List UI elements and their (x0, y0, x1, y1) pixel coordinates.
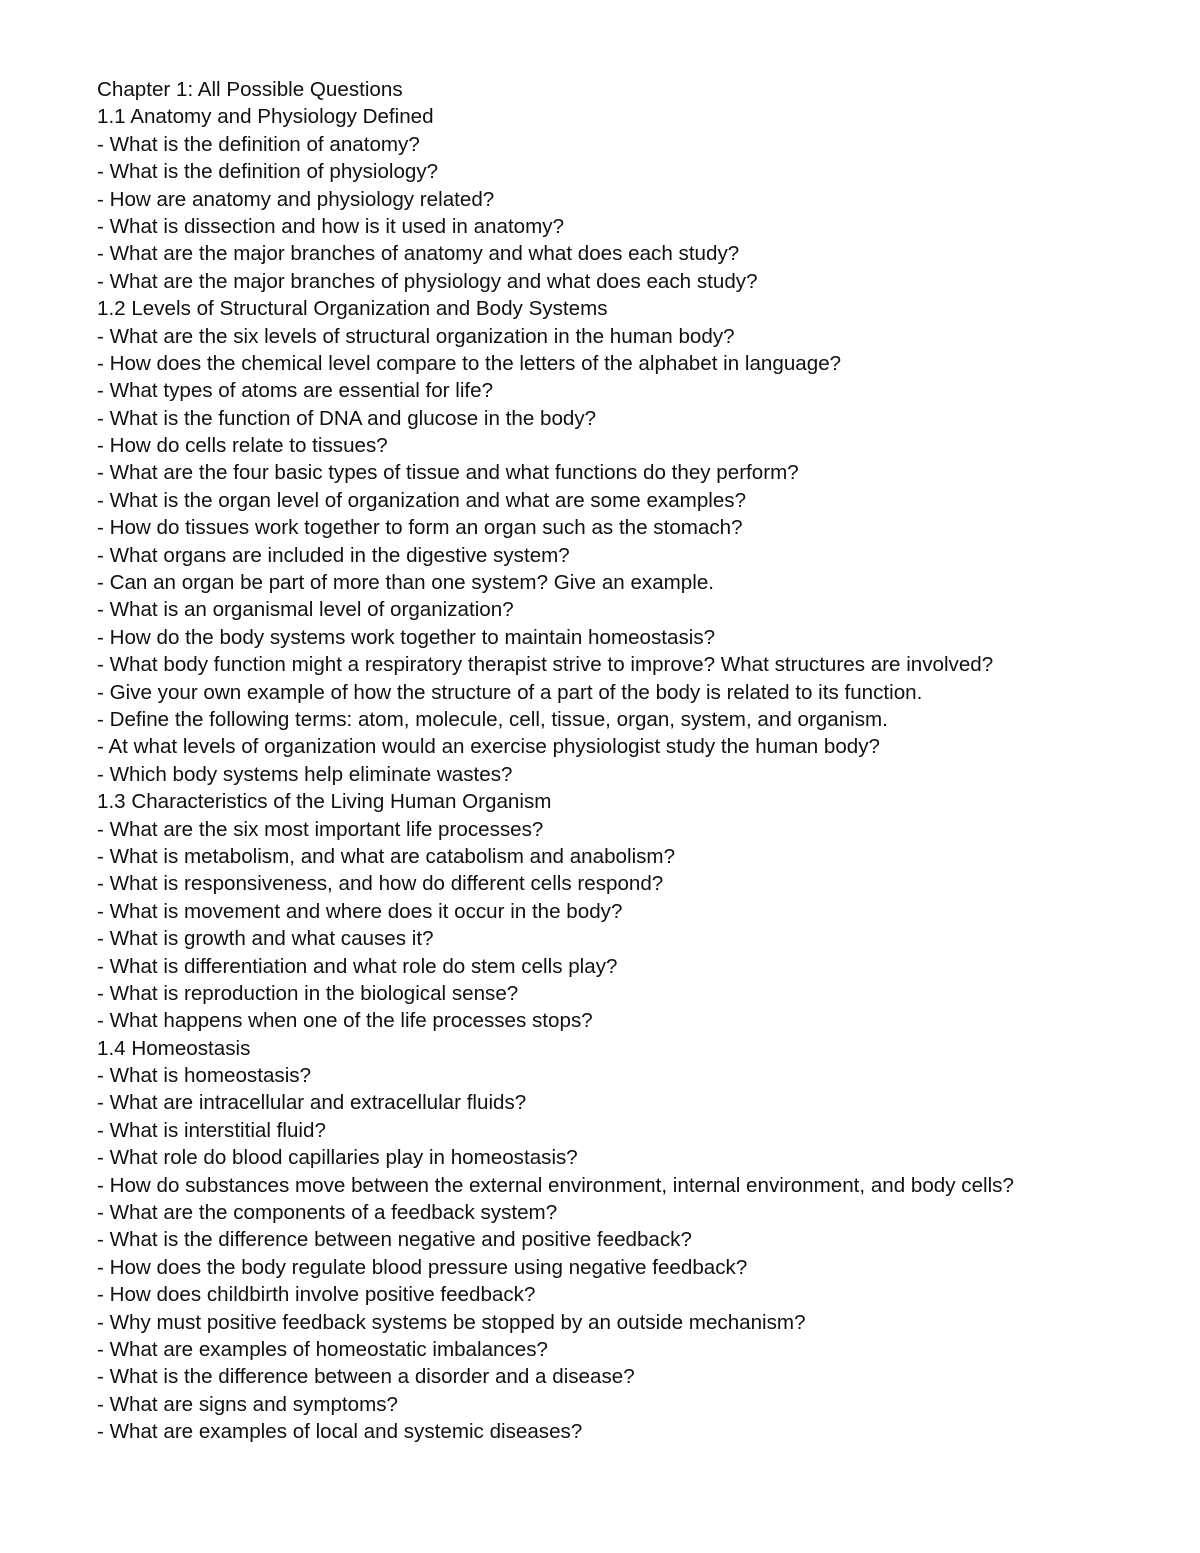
question-item: - What are the four basic types of tissue and what functions do they perform? (97, 461, 799, 485)
question-item: - How does the body regulate blood pressure using negative feedback? (97, 1255, 748, 1279)
question-item: - What is growth and what causes it? (97, 927, 434, 951)
question-item: - What is differentiation and what role do stem cells play? (97, 954, 618, 978)
question-item: - What is dissection and how is it used in anatomy? (97, 214, 565, 238)
question-item: - What happens when one of the life processes stops? (97, 1009, 593, 1033)
question-item: - Why must positive feedback systems be stopped by an outside mechanism? (97, 1310, 806, 1334)
question-item: - What role do blood capillaries play in homeostasis? (97, 1146, 578, 1170)
question-item: - How do tissues work together to form an organ such as the stomach? (97, 516, 743, 540)
question-item: - Define the following terms: atom, molecule, cell, tissue, organ, system, and organism. (97, 707, 888, 731)
question-item: - What is responsiveness, and how do different cells respond? (97, 872, 664, 896)
question-item: - What are examples of homeostatic imbalances? (97, 1337, 548, 1361)
question-item: - What is the difference between negative and positive feedback? (97, 1228, 692, 1252)
question-item: - What is movement and where does it occur in the body? (97, 899, 623, 923)
question-item: - What is reproduction in the biological sense? (97, 981, 519, 1005)
question-item: - What organs are included in the digestive system? (97, 543, 570, 567)
question-item: - How does the chemical level compare to the letters of the alphabet in language? (97, 351, 842, 375)
question-item: - What are signs and symptoms? (97, 1392, 399, 1416)
question-item: - What are the major branches of physiology and what does each study? (97, 269, 758, 293)
question-item: - Which body systems help eliminate wastes? (97, 762, 513, 786)
question-item: - What types of atoms are essential for life? (97, 379, 494, 403)
question-item: - Give your own example of how the structure of a part of the body is related to its function. (97, 680, 923, 704)
question-item: - What body function might a respiratory therapist strive to improve? What structures are involved? (97, 653, 994, 677)
question-item: - What are the six most important life processes? (97, 817, 544, 841)
question-item: - How do cells relate to tissues? (97, 434, 388, 458)
question-item: - What are intracellular and extracellular fluids? (97, 1091, 527, 1115)
section-heading: 1.3 Characteristics of the Living Human Organism (97, 790, 552, 814)
question-item: - What are the major branches of anatomy and what does each study? (97, 242, 740, 266)
section-heading: 1.1 Anatomy and Physiology Defined (97, 105, 434, 129)
question-item: - What is homeostasis? (97, 1064, 312, 1088)
question-item: - What is the function of DNA and glucose in the body? (97, 406, 597, 430)
question-item: - What is an organismal level of organization? (97, 598, 514, 622)
question-item: - What are the components of a feedback system? (97, 1201, 558, 1225)
question-item: - How are anatomy and physiology related? (97, 187, 495, 211)
section-heading: 1.2 Levels of Structural Organization and Body Systems (97, 297, 608, 321)
question-item: - What is the definition of physiology? (97, 160, 439, 184)
question-item: - What is the definition of anatomy? (97, 132, 420, 156)
question-item: - What is the organ level of organization and what are some examples? (97, 488, 747, 512)
question-item: - Can an organ be part of more than one system? Give an example. (97, 571, 715, 595)
document-body (97, 76, 1177, 1446)
question-item: - What are the six levels of structural organization in the human body? (97, 324, 735, 348)
question-item: - How do substances move between the external environment, internal environment, and body cells? (97, 1173, 1014, 1197)
section-heading: 1.4 Homeostasis (97, 1036, 251, 1060)
question-item: - How does childbirth involve positive feedback? (97, 1283, 536, 1307)
question-item: - What is metabolism, and what are catabolism and anabolism? (97, 844, 676, 868)
question-item: - At what levels of organization would an exercise physiologist study the human body? (97, 735, 881, 759)
question-item: - What is the difference between a disorder and a disease? (97, 1365, 635, 1389)
question-item: - What is interstitial fluid? (97, 1118, 326, 1142)
document-title: Chapter 1: All Possible Questions (97, 78, 403, 101)
question-item: - How do the body systems work together to maintain homeostasis? (97, 625, 716, 649)
question-item: - What are examples of local and systemic diseases? (97, 1420, 583, 1444)
